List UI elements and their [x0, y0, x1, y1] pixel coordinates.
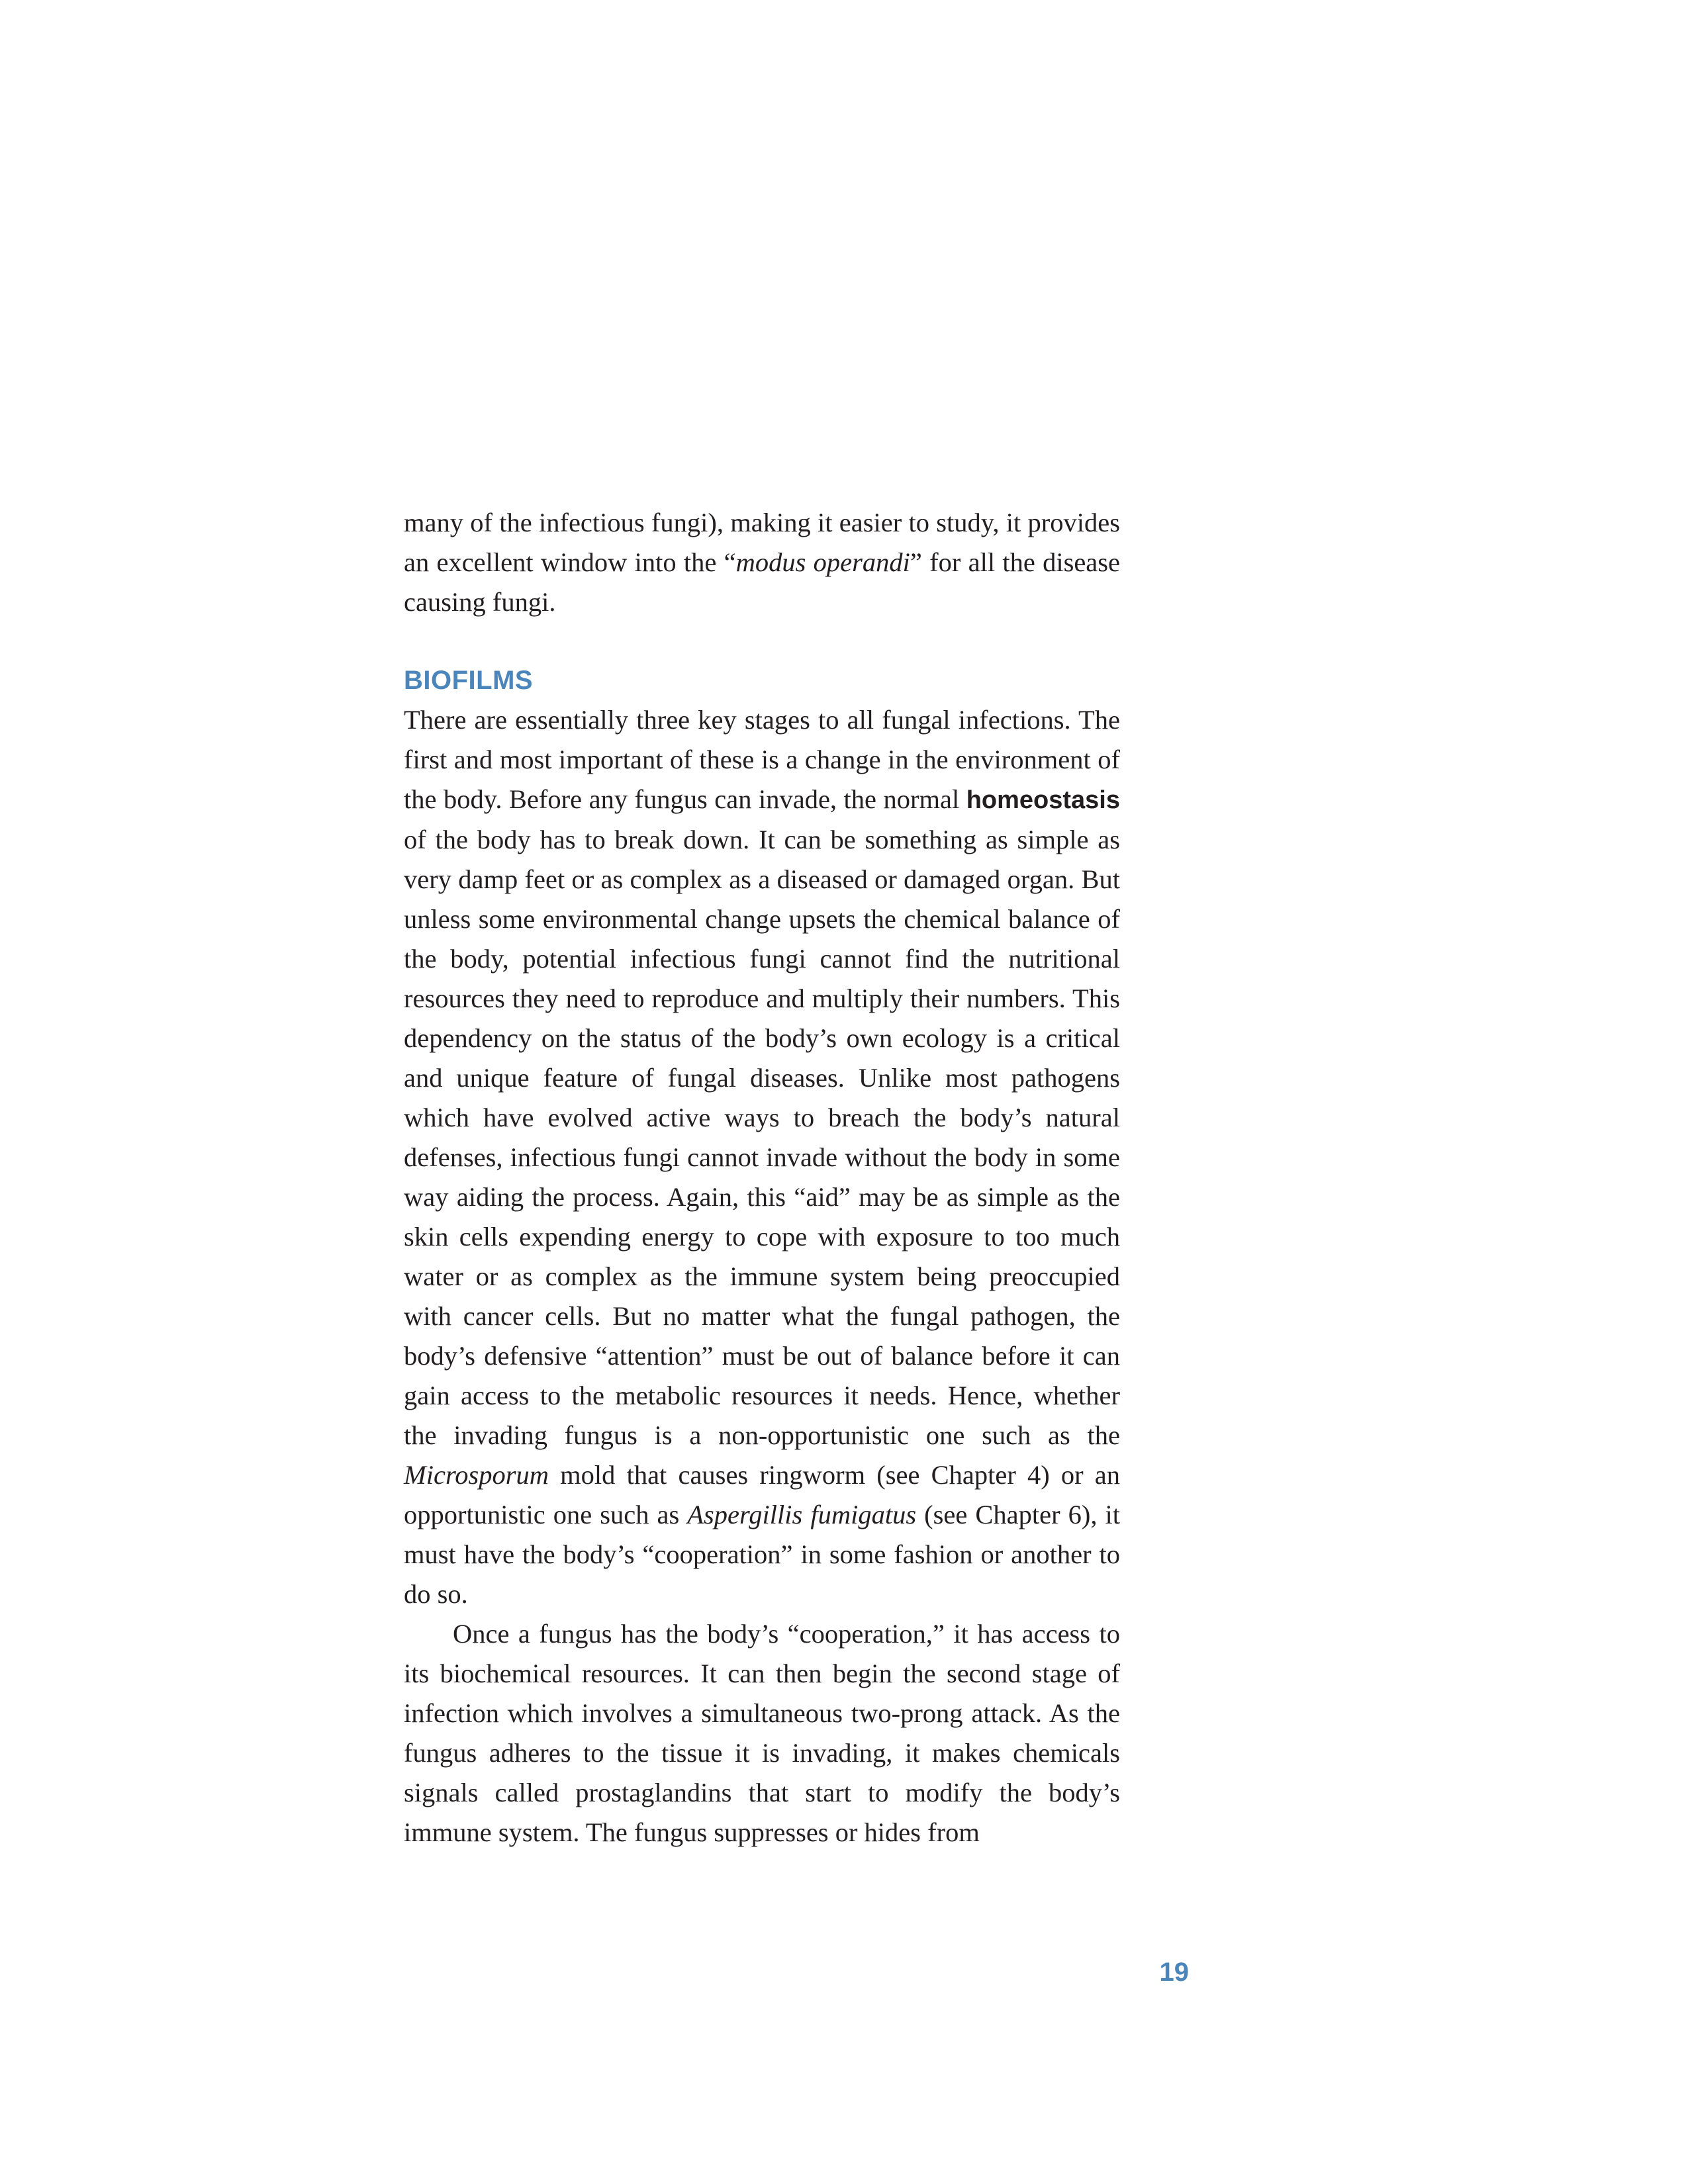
italic-term-modus-operandi: modus operandi [735, 547, 910, 577]
glossary-term-homeostasis: homeostasis [966, 786, 1120, 814]
intro-paragraph [404, 503, 1120, 622]
paragraph-text: of the body has to break down. It can be something as simple as very damp feet or as complex as a diseased or damaged organ. But unless some environmental change upsets the chemical balance of the body, potential infectious fungi cannot find the nutritional resources they need to reproduce and multiply their numbers. This dependency on the status of the body’s own ecology is a critical and unique feature of fungal diseases. Unlike most pathogens which have evolved active ways to breach the body’s natural defenses, infectious fungi cannot invade without the body in some way aiding the process. Again, this “aid” may be as simple as the skin cells expending energy to cope with exposure to too much water or as complex as the immune system being preoccupied with cancer cells. But no matter what the fungal pathogen, the body’s defensive “attention” must be out of balance before it can gain access to the metabolic resources it needs. Hence, whether the invading fungus is a non-opportunistic one such as the [404, 825, 1120, 1450]
section-heading: BIOFILMS [404, 666, 534, 695]
paragraph-text: (see Chapter 6), it must have the body’s “cooperation” in some fashion or another to do so. [404, 1500, 1120, 1609]
italic-term-aspergillis-fumigatus: Aspergillis fumigatus [687, 1500, 917, 1529]
intro-text-start: many of the infectious fungi), making it easier to study, it provides an excellent window into the “ [404, 508, 1120, 577]
page-number: 19 [1159, 1958, 1189, 1987]
paragraph-cooperation [404, 1614, 1120, 1852]
paragraph-text: mold that causes ringworm (see Chapter 4) or an opportunistic one such as [404, 1460, 1120, 1529]
italic-term-microsporum: Microsporum [404, 1460, 549, 1490]
paragraph-stages [404, 700, 1120, 1614]
paragraph-text: There are essentially three key stages to all fungal infections. The first and most important of these is a change in the environment of the body. Before any fungus can invade, the normal [404, 705, 1120, 814]
intro-text-end: ” for all the disease causing fungi. [404, 547, 1121, 617]
paragraph-text: Once a fungus has the body’s “cooperation,” it has access to its biochemical resources. It can then begin the second stage of infection which involves a simultaneous two-prong attack. As the fungus adheres to the tissue it is invading, it makes chemicals signals called prostaglandins that start to modify the body’s immune system. The fungus suppresses or hides from [404, 1619, 1120, 1847]
body-text [404, 503, 1120, 1852]
